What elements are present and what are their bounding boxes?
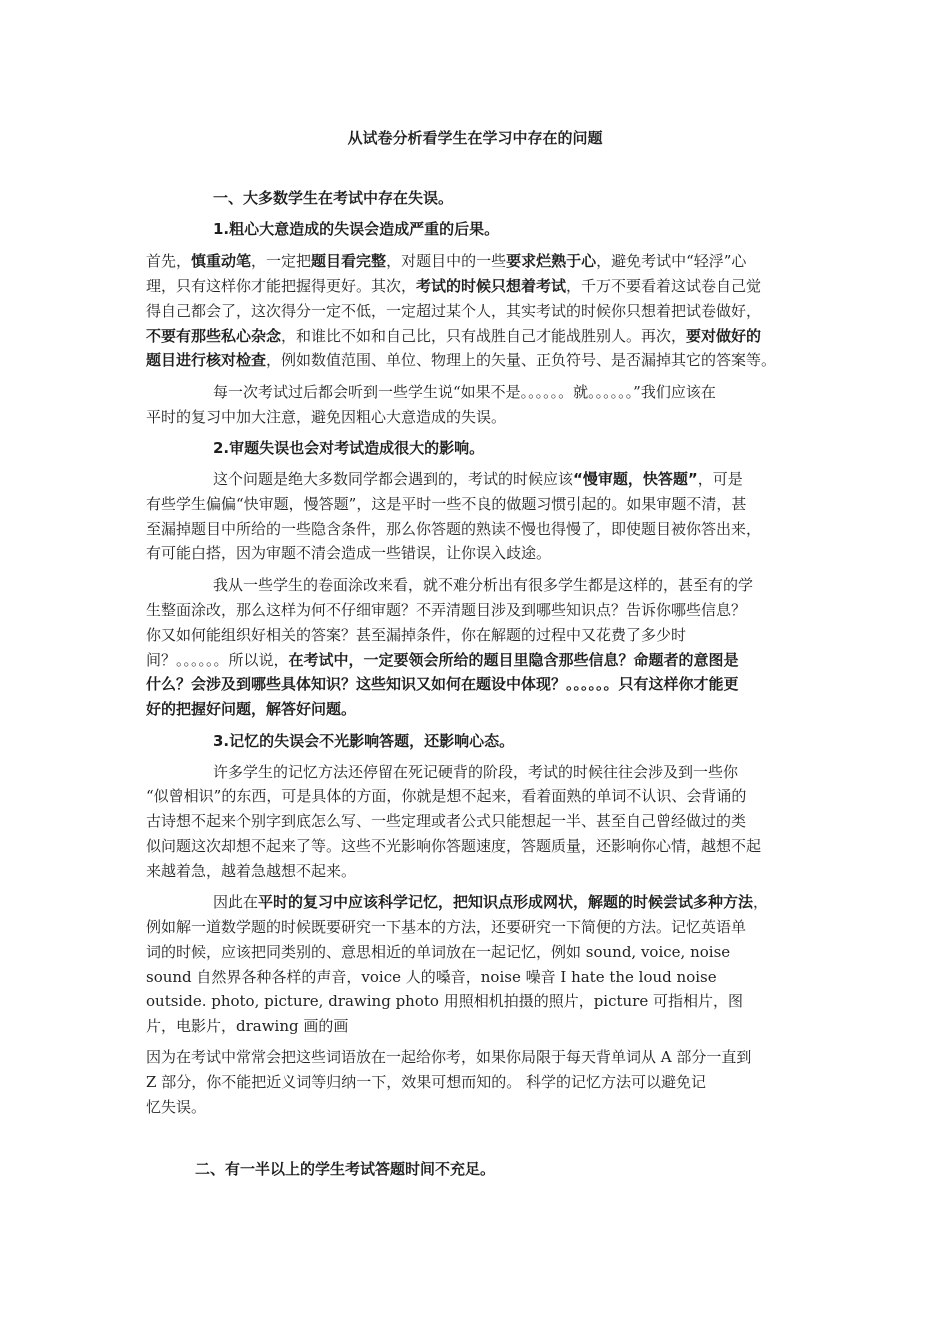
text-line — [146, 350, 776, 370]
text-line — [146, 942, 730, 962]
text-line — [146, 276, 761, 296]
text-line — [146, 650, 739, 670]
bold-text: 平时的复习中应该科学记忆，把知识点形成网状，解题的时候尝试多种方法 — [258, 893, 754, 911]
text-run: ，避免考试中“轻浮”心 — [596, 252, 747, 270]
text-line — [146, 811, 746, 831]
text-run: ，一定把 — [251, 252, 312, 270]
text-run: 间？。。。。。。所以说， — [146, 651, 289, 669]
text-run: 首先， — [146, 252, 192, 270]
text-run: 生整面涂改，那么这样为何不仔细审题？不弄清题目涉及到哪些知识点？告诉你哪些信息？ — [146, 601, 747, 619]
text-run: 理，只有这样你才能把握得更好。其次， — [146, 277, 417, 295]
text-run: 似问题这次却想不起来了等。这些不光影响你答题速度，答题质量，还影响你心情，越想不起 — [146, 837, 762, 855]
text-run: ，对题目中的一些 — [386, 252, 507, 270]
text-run: 古诗想不起来个别字到底怎么写、一些定理或者公式只能想起一半、甚至自己曾经做过的类 — [146, 812, 747, 830]
text-line — [213, 575, 753, 595]
text-line — [146, 494, 746, 514]
text-line — [146, 991, 743, 1011]
section-heading — [195, 1159, 495, 1179]
text-run: 得自己都会了，这次得分一定不低，一定超过某个人，其实考试的时候你只想着把试卷做好， — [146, 302, 762, 320]
text-run: 许多学生的记忆方法还停留在死记硬背的阶段，考试的时候往往会涉及到一些你 — [213, 763, 739, 781]
text-line — [213, 762, 738, 782]
bold-text: 3.记忆的失误会不光影响答题，还影响心态。 — [213, 732, 515, 750]
text-run: ，可是 — [697, 470, 743, 488]
text-run: 我从一些学生的卷面涂改来看，就不难分析出有很多学生都是这样的，甚至有的学 — [213, 576, 754, 594]
text-line — [146, 1097, 206, 1117]
bold-text: 什么？会涉及到哪些具体知识？这些知识又如何在题设中体现？。。。。。。只有这样你才能更 — [146, 675, 739, 693]
text-run: 片，电影片，drawing 画的画 — [146, 1017, 349, 1035]
text-line — [146, 917, 746, 937]
text-run: 至漏掉题目中所给的一些隐含条件，那么你答题的熟读不慢也得慢了，即使题目被你答出来， — [146, 520, 762, 538]
text-run: 来越着急，越着急越想不起来。 — [146, 862, 357, 880]
text-run: ，例如数值范围、单位、物理上的矢量、正负符号、是否漏掉其它的答案等。 — [266, 351, 777, 369]
bold-text: “慢审题，快答题” — [573, 470, 698, 488]
bold-text: 二、有一半以上的学生考试答题时间不充足。 — [195, 1160, 496, 1178]
text-line — [213, 382, 716, 402]
bold-text: 好的把握好问题，解答好问题。 — [146, 700, 357, 718]
text-line — [146, 543, 551, 563]
bold-text: 考试的时候只想着考试 — [416, 277, 567, 295]
text-line — [146, 251, 746, 271]
bold-text: 慎重动笔 — [191, 252, 252, 270]
text-line — [146, 519, 761, 539]
bold-text: 要求烂熟于心 — [506, 252, 597, 270]
text-line — [146, 625, 686, 645]
text-run: 这个问题是绝大多数同学都会遇到的，考试的时候应该 — [213, 470, 574, 488]
bold-text: 一、大多数学生在考试中存在失误。 — [213, 189, 454, 207]
text-run: sound 自然界各种各样的声音，voice 人的嗓音，noise 噪音 I hate the loud noise — [146, 968, 717, 986]
bold-text: 1.粗心大意造成的失误会造成严重的后果。 — [213, 220, 500, 238]
text-run: 因此在 — [213, 893, 259, 911]
bold-text: 不要有那些私心杂念 — [146, 327, 282, 345]
text-run: “似曾相识”的东西，可是具体的方面，你就是想不起来，看着面熟的单词不认识、会背诵的 — [146, 787, 747, 805]
text-line — [146, 836, 761, 856]
text-run: outside. photo, picture, drawing photo 用照相机拍摄的照片，picture 可指相片，图 — [146, 992, 743, 1010]
text-line — [146, 1072, 706, 1092]
text-run: 例如解一道数学题的时候既要研究一下基本的方法，还要研究一下简便的方法。记忆英语单 — [146, 918, 747, 936]
bold-text: 在考试中，一定要领会所给的题目里隐含那些信息？命题者的意图是 — [288, 651, 739, 669]
text-run: 忆失误。 — [146, 1098, 207, 1116]
text-run: ， — [753, 893, 769, 911]
section-heading — [213, 188, 453, 208]
bold-text: 要对做好的 — [686, 327, 762, 345]
text-line — [146, 786, 746, 806]
text-run: ，千万不要看着这试卷自己觉 — [566, 277, 762, 295]
text-line — [146, 1047, 751, 1067]
text-line — [146, 699, 356, 719]
text-line — [146, 600, 746, 620]
text-line — [146, 967, 717, 987]
subsection-heading — [213, 219, 499, 239]
bold-text: 题目进行核对检查 — [146, 351, 267, 369]
subsection-heading — [213, 438, 484, 458]
document-title: 从试卷分析看学生在学习中存在的问题 — [347, 129, 603, 147]
text-line — [146, 674, 739, 694]
text-run: 有可能白搭，因为审题不清会造成一些错误，让你误入歧途。 — [146, 544, 552, 562]
text-run: 每一次考试过后都会听到一些学生说“如果不是。。。。。。就。。。。。。”我们应该在 — [213, 383, 716, 401]
text-run: 平时的复习中加大注意，避免因粗心大意造成的失误。 — [146, 408, 507, 426]
bold-text: 2.审题失误也会对考试造成很大的影响。 — [213, 439, 485, 457]
text-run: 有些学生偏偏“快审题，慢答题”，这是平时一些不良的做题习惯引起的。如果审题不清，甚 — [146, 495, 747, 513]
text-run: Z 部分，你不能把近义词等归纳一下，效果可想而知的。 科学的记忆方法可以避免记 — [146, 1073, 706, 1091]
text-run: 你又如何能组织好相关的答案？甚至漏掉条件，你在解题的过程中又花费了多少时 — [146, 626, 687, 644]
text-run: ，和谁比不如和自己比，只有战胜自己才能战胜别人。再次， — [281, 327, 687, 345]
text-line — [146, 861, 356, 881]
text-line — [146, 407, 506, 427]
text-run: 因为在考试中常常会把这些词语放在一起给你考，如果你局限于每天背单词从 A 部分一直到 — [146, 1048, 752, 1066]
text-line — [146, 301, 761, 321]
text-line — [213, 892, 768, 912]
text-line — [146, 326, 761, 346]
bold-text: 题目看完整 — [311, 252, 387, 270]
subsection-heading — [213, 731, 514, 751]
text-line — [146, 1016, 348, 1036]
text-run: 词的时候，应该把同类别的、意思相近的单词放在一起记忆，例如 sound, voice, noise — [146, 943, 731, 961]
text-line — [213, 469, 743, 489]
